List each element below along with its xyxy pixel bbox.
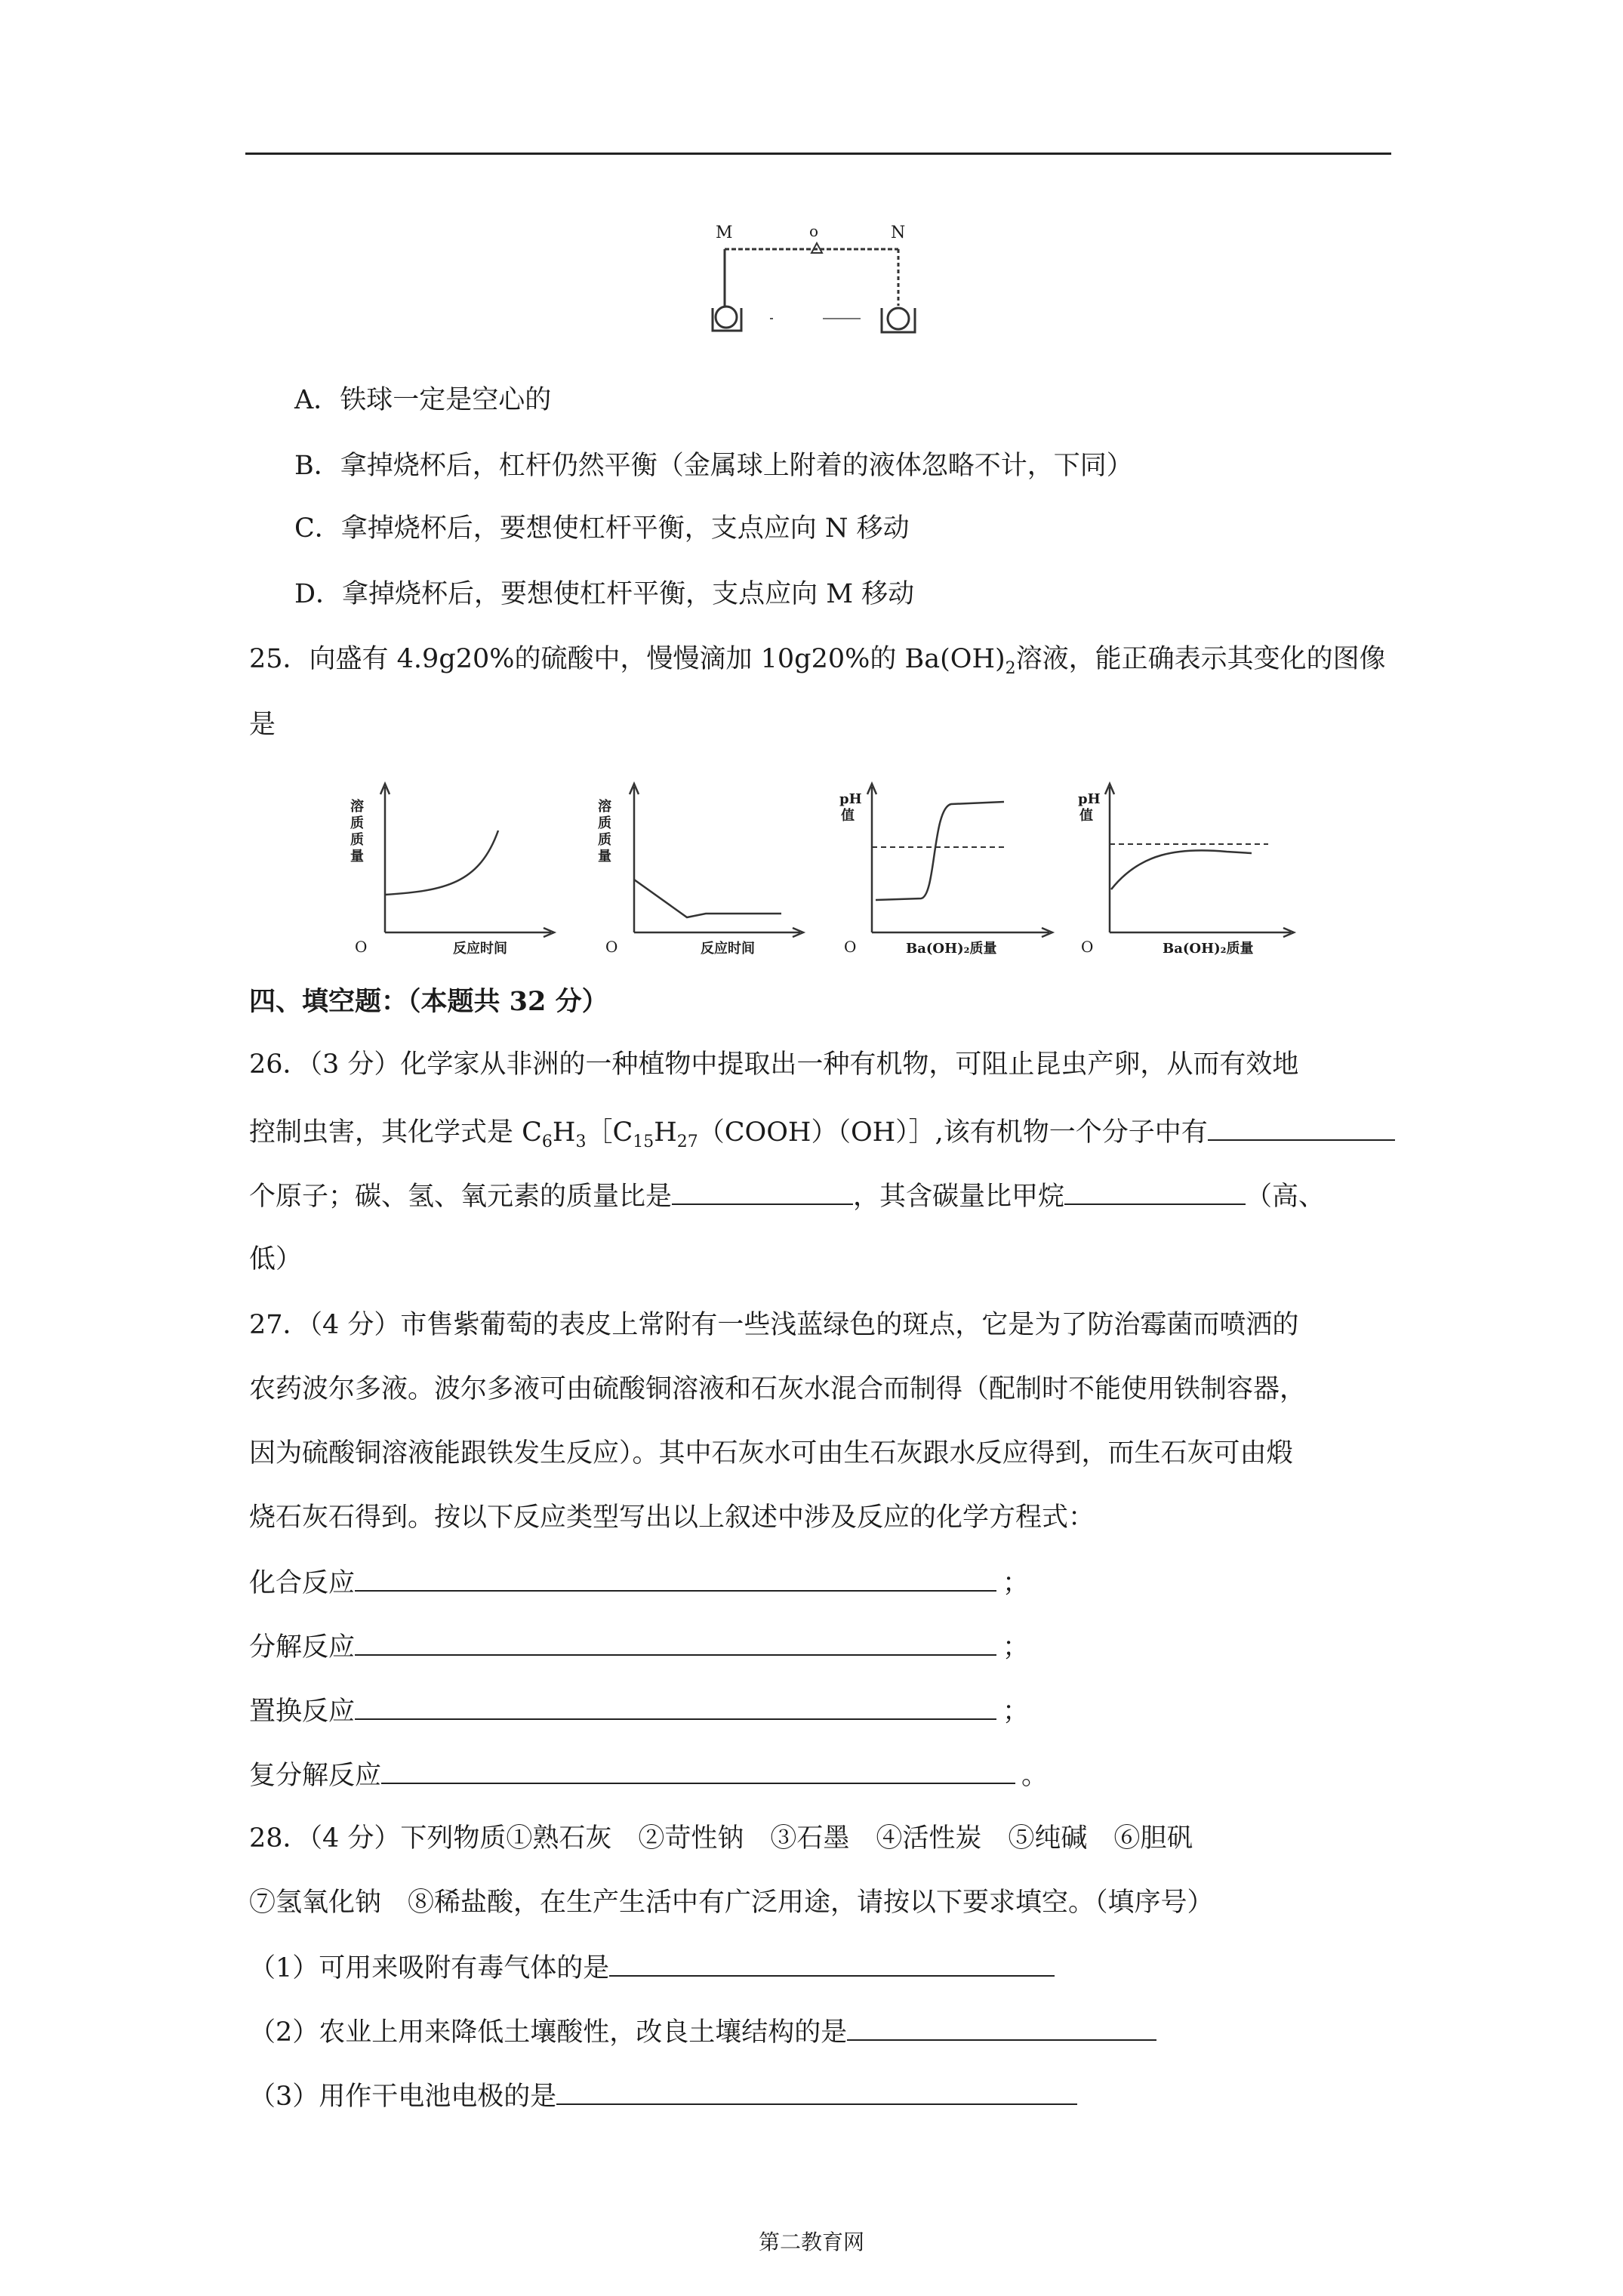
q26-l3-text-a: 个原子；碳、氢、氧元素的质量比是	[249, 1182, 673, 1212]
q26-formula-b: H	[552, 1117, 576, 1148]
q25-stem-line1	[249, 640, 1386, 688]
q26-carbon-content-blank[interactable]	[1064, 1176, 1246, 1205]
graph-3-curve	[876, 802, 1004, 900]
graph-1-xlabel: 反应时间	[453, 941, 507, 957]
graph-2-origin: O	[605, 938, 618, 956]
q26-formula-c: ［C	[586, 1117, 633, 1148]
graph-2-ylabel: 溶 质 质 量	[598, 799, 611, 864]
graph-2-curve	[634, 880, 781, 917]
q26-line3	[249, 1176, 1325, 1216]
graph-3-ylabel: pH 值	[839, 791, 862, 824]
graph-4-plot	[1072, 778, 1313, 959]
graph-4-origin: O	[1081, 938, 1094, 956]
q27-line4: 烧石灰石得到。按以下反应类型写出以上叙述中涉及反应的化学方程式：	[249, 1502, 1095, 1533]
q24-option-b: B．拿掉烧杯后，杠杆仍然平衡（金属球上附着的液体忽略不计，下同）	[294, 451, 1133, 481]
q26-formula-sub3: 15	[633, 1133, 654, 1151]
q27-double-decomposition-blank[interactable]	[381, 1755, 1015, 1784]
q27-double-decomposition-row	[249, 1755, 1048, 1795]
q26-atom-count-blank[interactable]	[1208, 1112, 1395, 1141]
q28-sub3-label: （3）用作干电池电极的是	[249, 2082, 557, 2112]
graph-4-curve	[1111, 850, 1252, 889]
q26-formula-sub2: 3	[575, 1133, 587, 1151]
q28-sub1	[249, 1948, 1055, 1987]
q25-stem-line2: 是	[249, 710, 276, 740]
q27-combination-row	[249, 1563, 1029, 1602]
q27-line3: 因为硫酸铜溶液能跟铁发生反应）。其中石灰水可由生石灰跟水反应得到，而生石灰可由煅	[249, 1438, 1293, 1469]
q27-displacement-row	[249, 1691, 1029, 1730]
label-pivot: o	[809, 222, 819, 240]
q27-combination-blank[interactable]	[355, 1563, 996, 1592]
graph-3	[830, 778, 1072, 959]
q24-option-a: A．铁球一定是空心的	[294, 385, 552, 415]
q27-decomposition-row	[249, 1627, 1029, 1666]
q27-combination-end: ；	[1002, 1568, 1030, 1598]
q28-sub3-blank[interactable]	[556, 2076, 1077, 2105]
q28-sub1-blank[interactable]	[609, 1948, 1055, 1977]
q28-sub3	[249, 2076, 1077, 2116]
q28-sub2	[249, 2012, 1156, 2051]
graph-3-origin: O	[844, 938, 857, 956]
q27-line2: 农药波尔多液。波尔多液可由硫酸铜溶液和石灰水混合而制得（配制时不能使用铁制容器，	[249, 1374, 1307, 1404]
q28-line2: ⑦氢氧化钠 ⑧稀盐酸，在生产生活中有广泛用途，请按以下要求填空。（填序号）	[249, 1888, 1214, 1918]
graph-4	[1072, 778, 1313, 959]
graph-1-ylabel: 溶 质 质 量	[350, 799, 364, 864]
q26-formula-sub1: 6	[541, 1133, 553, 1151]
section-4-heading: 四、填空题：（本题共 32 分）	[249, 986, 608, 1017]
graph-1-curve	[385, 831, 498, 895]
label-M: M	[716, 223, 733, 242]
q26-line2	[249, 1112, 1395, 1161]
graph-2	[574, 778, 815, 959]
q27-line1: 27．（4 分）市售紫葡萄的表皮上常附有一些浅蓝绿色的斑点，它是为了防治霉菌而喷洒的	[249, 1310, 1299, 1340]
q26-formula-e: （COOH）（OH）］,该有机物一个分子中有	[698, 1117, 1208, 1148]
q26-l3-text-c: （高、	[1246, 1182, 1326, 1212]
q28-sub2-label: （2）农业上用来降低土壤酸性，改良土壤结构的是	[249, 2017, 848, 2048]
graph-1	[317, 778, 559, 959]
q27-displacement-end: ；	[1002, 1697, 1030, 1727]
q25-text-a: 25．向盛有 4.9g20%的硫酸中，慢慢滴加 10g20%的 Ba(OH)	[249, 644, 1006, 674]
q26-line4: 低）	[249, 1244, 303, 1274]
graph-2-xlabel: 反应时间	[701, 941, 755, 957]
label-N: N	[891, 223, 906, 242]
q28-sub2-blank[interactable]	[847, 2012, 1156, 2041]
q28-sub1-label: （1）可用来吸附有毒气体的是	[249, 1953, 610, 1983]
q27-displacement-blank[interactable]	[355, 1691, 996, 1720]
lever-balance-figure	[710, 219, 936, 351]
q27-decomposition-end: ；	[1002, 1632, 1030, 1663]
q25-subscript: 2	[1005, 659, 1016, 678]
q27-double-decomposition-end: 。	[1021, 1761, 1049, 1791]
q27-combination-label: 化合反应	[249, 1568, 356, 1598]
q27-decomposition-label: 分解反应	[249, 1632, 356, 1663]
q26-mass-ratio-blank[interactable]	[672, 1176, 853, 1205]
q26-formula-d: H	[654, 1117, 677, 1148]
header-rule	[245, 153, 1391, 155]
graph-4-xlabel: Ba(OH)₂质量	[1163, 941, 1254, 957]
graph-3-plot	[830, 778, 1072, 959]
page-footer: 第二教育网	[758, 2230, 864, 2254]
q24-option-d: D．拿掉烧杯后，要想使杠杆平衡，支点应向 M 移动	[294, 579, 915, 609]
q25-text-b: 溶液，能正确表示其变化的图像	[1015, 644, 1386, 674]
q27-decomposition-blank[interactable]	[355, 1627, 996, 1656]
q26-formula-sub4: 27	[676, 1133, 698, 1151]
q25-graph-options	[317, 778, 1313, 959]
graph-3-xlabel: Ba(OH)₂质量	[906, 941, 997, 957]
graph-1-origin: O	[355, 938, 368, 956]
q26-line1: 26．（3 分）化学家从非洲的一种植物中提取出一种有机物，可阻止昆虫产卵，从而有效地	[249, 1049, 1299, 1080]
q26-formula-a: 控制虫害，其化学式是 C	[249, 1117, 542, 1148]
q24-option-c: C．拿掉烧杯后，要想使杠杆平衡，支点应向 N 移动	[294, 513, 910, 544]
q27-double-decomposition-label: 复分解反应	[249, 1761, 382, 1791]
graph-4-ylabel: pH 值	[1078, 791, 1101, 824]
q27-displacement-label: 置换反应	[249, 1697, 356, 1727]
q26-l3-text-b: ，其含碳量比甲烷	[853, 1182, 1065, 1212]
q28-line1: 28．（4 分）下列物质①熟石灰 ②苛性钠 ③石墨 ④活性炭 ⑤纯碱 ⑥胆矾	[249, 1823, 1193, 1854]
